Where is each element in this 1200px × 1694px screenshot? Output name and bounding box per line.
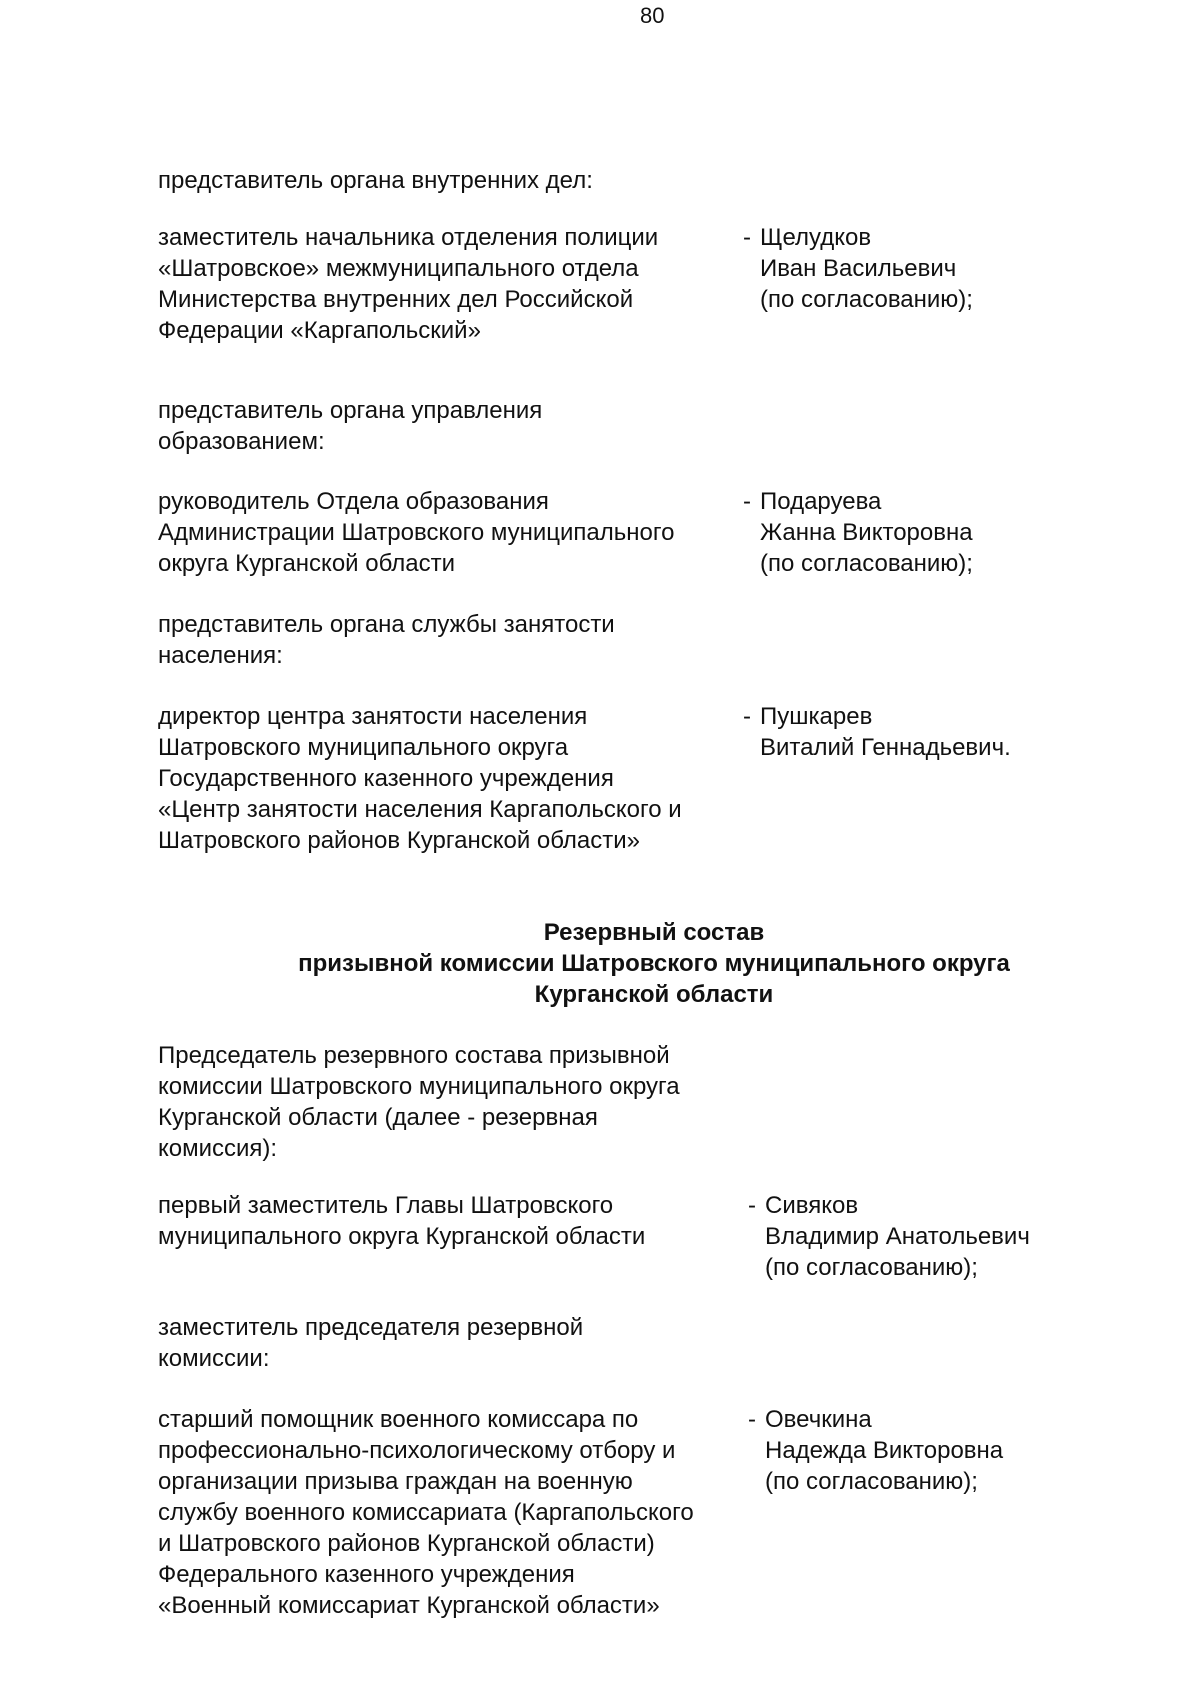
position-line: профессионально-психологическому отбору и: [158, 1437, 676, 1464]
position-line: директор центра занятости населения: [158, 703, 588, 730]
position-line: «Военный комиссариат Курганской области»: [158, 1592, 660, 1619]
heading-line: образованием:: [158, 428, 325, 455]
section-heading-employment: [158, 609, 738, 671]
position-education: [158, 486, 738, 579]
heading-line: заместитель председателя резервной: [158, 1314, 584, 1341]
position-line: и Шатровского районов Курганской области): [158, 1530, 655, 1557]
dash: -: [748, 1192, 756, 1219]
position-line: организации призыва граждан на военную: [158, 1468, 633, 1495]
position-line: Шатровского районов Курганской области»: [158, 827, 641, 854]
heading-line: комиссия):: [158, 1135, 278, 1162]
heading-line: представитель органа управления: [158, 397, 543, 424]
person-name-line: - Щелудков: [743, 224, 872, 251]
reserve-title-line: призывной комиссии Шатровского муниципального округа: [298, 950, 1010, 977]
dash: -: [743, 488, 751, 515]
heading-line: Председатель резервного состава призывной: [158, 1042, 670, 1069]
position-reserve-deputy: [158, 1404, 738, 1621]
position-line: Министерства внутренних дел Российской: [158, 286, 634, 313]
person-name-line: - Пушкарев: [743, 703, 873, 730]
person-name-line: (по согласованию);: [765, 1468, 978, 1495]
reserve-title-line: Курганской области: [534, 981, 774, 1008]
heading-line: представитель органа внутренних дел:: [158, 167, 593, 194]
heading-line: Курганской области (далее - резервная: [158, 1104, 598, 1131]
position-line: руководитель Отдела образования: [158, 488, 549, 515]
position-line: Федерации «Каргапольский»: [158, 317, 481, 344]
person-name-line: Иван Васильевич: [760, 255, 957, 282]
dash: -: [743, 703, 751, 730]
position-police: [158, 222, 738, 346]
heading-line: населения:: [158, 642, 283, 669]
person-name-line: (по согласованию);: [765, 1254, 978, 1281]
heading-line: комиссии:: [158, 1345, 270, 1372]
person-name-line: Владимир Анатольевич: [765, 1223, 1030, 1250]
person-name-line: - Овечкина: [748, 1406, 872, 1433]
heading-line: комиссии Шатровского муниципального округа: [158, 1073, 680, 1100]
position-line: старший помощник военного комиссара по: [158, 1406, 639, 1433]
position-reserve-chair: [158, 1190, 738, 1252]
dash: -: [748, 1406, 756, 1433]
person-name-line: Надежда Викторовна: [765, 1437, 1004, 1464]
person-police: [743, 222, 1073, 315]
position-line: Государственного казенного учреждения: [158, 765, 614, 792]
position-line: заместитель начальника отделения полиции: [158, 224, 659, 251]
person-name-line: Виталий Геннадьевич.: [760, 734, 1011, 761]
person-name-line: - Сивяков: [748, 1192, 859, 1219]
heading-line: представитель органа службы занятости: [158, 611, 615, 638]
person-name-line: (по согласованию);: [760, 550, 973, 577]
section-heading-police: [158, 165, 738, 196]
person-name-line: (по согласованию);: [760, 286, 973, 313]
position-line: муниципального округа Курганской области: [158, 1223, 646, 1250]
position-line: «Шатровское» межмуниципального отдела: [158, 255, 639, 282]
page-number: 80: [640, 3, 665, 28]
person-name-line: - Подаруева: [743, 488, 882, 515]
position-line: Администрации Шатровского муниципального: [158, 519, 675, 546]
person-employment: [743, 701, 1073, 763]
reserve-chair-heading: [158, 1040, 738, 1164]
reserve-deputy-heading: [158, 1312, 738, 1374]
person-name-line: Жанна Викторовна: [760, 519, 973, 546]
position-line: первый заместитель Главы Шатровского: [158, 1192, 614, 1219]
position-line: «Центр занятости населения Каргапольского и: [158, 796, 682, 823]
position-employment: [158, 701, 738, 856]
section-heading-education: [158, 395, 738, 457]
dash: -: [743, 224, 751, 251]
reserve-title-line: Резервный состав: [543, 919, 765, 946]
person-reserve-chair: [748, 1190, 1078, 1283]
position-line: службу военного комиссариата (Каргапольского: [158, 1499, 694, 1526]
person-reserve-deputy: [748, 1404, 1078, 1497]
position-line: Федерального казенного учреждения: [158, 1561, 575, 1588]
position-line: округа Курганской области: [158, 550, 456, 577]
person-education: [743, 486, 1073, 579]
reserve-title: [54, 917, 1200, 1010]
position-line: Шатровского муниципального округа: [158, 734, 569, 761]
